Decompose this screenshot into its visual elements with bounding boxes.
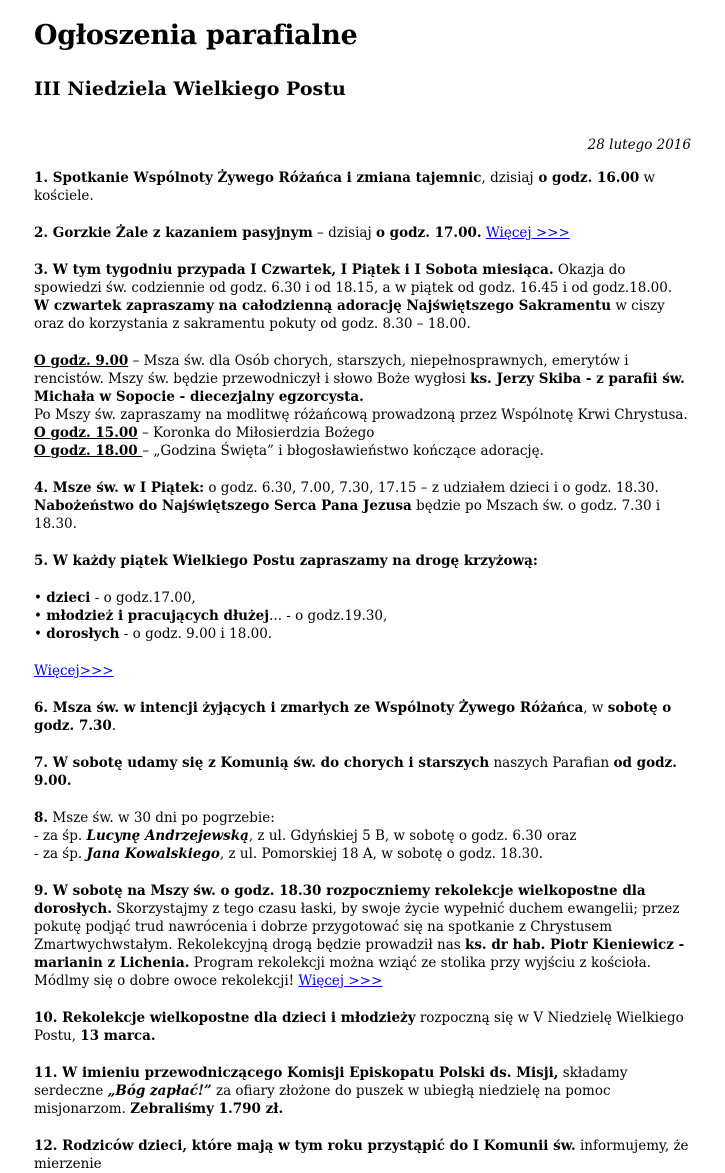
announcement-5: 5. W każdy piątek Wielkiego Postu zapraszamy na drogę krzyżową: <box>34 553 538 569</box>
announcement-1: 1. Spotkanie Wspólnoty Żywego Różańca i zmiana tajemnic, dzisiaj o godz. 16.00 w kościele. <box>34 170 656 204</box>
list-item: • młodzież i pracujących dłużej... - o godz.19.30, <box>34 608 388 624</box>
announcement-9: 9. W sobotę na Mszy św. o godz. 18.30 rozpoczniemy rekolekcje wielkopostne dla dorosłych. Skorzystajmy z tego czasu łaski, by swoje życie wypełnić duchem ewangelii; przez pokutę podjąć trud nawrócenia i dobrze przygotować się na spotkanie z Chrystusem Zmartwychwstałym. Rekolekcyjną drogą będzie prowadził nas ks. dr hab. Piotr Kieniewicz - marianin z Lichenia. Program rekolekcji można wziąć ze stolika przy wyjściu z kościoła. Módlmy się o dobre owoce rekolekcji! Więcej >>> <box>34 883 685 989</box>
announcement-10: 10. Rekolekcje wielkopostne dla dzieci i młodzieży rozpoczną się w V Niedzielę Wielkiego Postu, 13 marca. <box>34 1010 684 1044</box>
announcement-2: 2. Gorzkie Żale z kazaniem pasyjnym – dzisiaj o godz. 17.00. Więcej >>> <box>34 225 570 241</box>
more-link[interactable]: Więcej >>> <box>298 973 383 989</box>
announcement-12: 12. Rodziców dzieci, które mają w tym roku przystąpić do I Komunii św. informujemy, że mierzenie <box>34 1138 689 1172</box>
announcement-11: 11. W imieniu przewodniczącego Komisji Episkopatu Polski ds. Misji, składamy serdeczne „Bóg zapłać!” za ofiary złożone do puszek w ubiegłą niedzielę na pomoc misjonarzom. Zebraliśmy 1.790 zł. <box>34 1065 628 1117</box>
announcement-8: 8. Msze św. w 30 dni po pogrzebie: - za śp. Lucynę Andrzejewską, z ul. Gdyńskiej 5 B, w sobotę o godz. 6.30 oraz - za śp. Jana Kowalskiego, z ul. Pomorskiej 18 A, w sobotę o godz. 18.30. <box>34 810 577 862</box>
announcement-6: 6. Msza św. w intencji żyjących i zmarłych ze Wspólnoty Żywego Różańca, w sobotę o godz. 7.30. <box>34 700 672 734</box>
announcement-7: 7. W sobotę udamy się z Komunią św. do chorych i starszych naszych Parafian od godz. 9.00. <box>34 755 677 789</box>
more-link-row <box>34 662 691 680</box>
list-item: • dorosłych - o godz. 9.00 i 18.00. <box>34 626 273 642</box>
page-subtitle: III Niedziela Wielkiego Postu <box>34 78 346 100</box>
list-item: • dzieci - o godz.17.00, <box>34 590 196 606</box>
more-link[interactable]: Więcej >>> <box>485 225 570 241</box>
announcement-3-schedule: O godz. 9.00 – Msza św. dla Osób chorych, starszych, niepełnosprawnych, emerytów i rencistów. Mszy św. będzie przewodniczył i słowo Boże wygłosi ks. Jerzy Skiba - z parafii św. Michała w Sopocie - diecezjalny egzorcysta. Po Mszy św. zapraszamy na modlitwę różańcową prowadzoną przez Wspólnotę Krwi Chrystusa. O godz. 15.00 – Koronka do Miłosierdzia Bożego O godz. 18.00 – „Godzina Święta” i błogosławieństwo kończące adorację. <box>34 353 688 459</box>
page-title: Ogłoszenia parafialne <box>34 20 358 51</box>
date-label: 28 lutego 2016 <box>587 137 691 153</box>
more-link[interactable]: Więcej>>> <box>34 663 114 679</box>
announcement-3: 3. W tym tygodniu przypada I Czwartek, I Piątek i I Sobota miesiąca. Okazja do spowiedzi św. codziennie od godz. 6.30 i od 18.15, a w piątek od godz. 16.45 i od godz.18.00. W czwartek zapraszamy na całodzienną adorację Najświętszego Sakramentu w ciszy oraz do korzystania z sakramentu pokuty od godz. 8.30 – 18.00. <box>34 262 673 332</box>
announcement-4: 4. Msze św. w I Piątek: o godz. 6.30, 7.00, 7.30, 17.15 – z udziałem dzieci i o godz. 18.30. Nabożeństwo do Najświętszego Serca Pana Jezusa będzie po Mszach św. o godz. 7.30 i 18.30. <box>34 480 661 532</box>
way-of-cross-list <box>34 589 691 643</box>
